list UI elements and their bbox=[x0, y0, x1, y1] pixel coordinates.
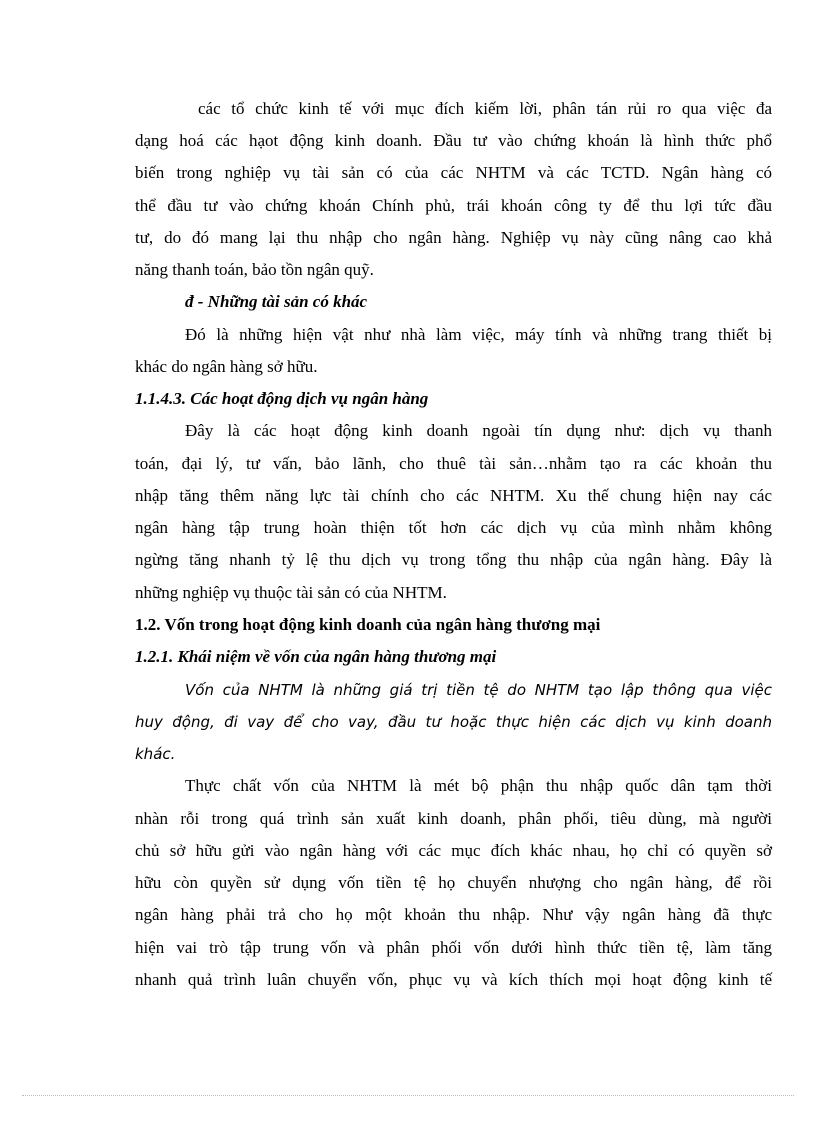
definition-line: huy động, đi vay để cho vay, đầu tư hoặc thực hiện các dịch vụ kinh doanh bbox=[135, 713, 772, 731]
paragraph-line: ngân hàng phải trả cho họ một khoản thu nhập. Như vậy ngân hàng đã thực bbox=[135, 905, 772, 924]
paragraph-line: tư, do đó mang lại thu nhập cho ngân hàng. Nghiệp vụ này cũng nâng cao khả bbox=[135, 228, 772, 247]
paragraph-line: ngân hàng tập trung hoàn thiện tốt hơn các dịch vụ của mình nhằm không bbox=[135, 518, 772, 537]
paragraph-line: thể đầu tư vào chứng khoán Chính phủ, trái khoán công ty để thu lợi tức đầu bbox=[135, 196, 772, 215]
section-heading-d: đ - Những tài sản có khác bbox=[185, 292, 368, 311]
paragraph-line: nhàn rỗi trong quá trình sản xuất kinh doanh, phân phối, tiêu dùng, mà người bbox=[135, 809, 772, 828]
section-heading-1-2-1: 1.2.1. Khái niệm về vốn của ngân hàng thương mại bbox=[135, 647, 497, 666]
paragraph-line: chủ sở hữu gửi vào ngân hàng với các mục đích khác nhau, họ chỉ có quyền sở bbox=[135, 841, 772, 860]
definition-line: Vốn của NHTM là những giá trị tiền tệ do NHTM tạo lập thông qua việc bbox=[185, 681, 772, 699]
section-heading-1-2: 1.2. Vốn trong hoạt động kinh doanh của ngân hàng thương mại bbox=[135, 615, 601, 634]
paragraph-line: những nghiệp vụ thuộc tài sản có của NHTM. bbox=[135, 583, 447, 602]
paragraph-line: biến trong nghiệp vụ tài sản có của các NHTM và các TCTD. Ngân hàng có bbox=[135, 163, 772, 182]
paragraph-line: ngừng tăng nhanh tỷ lệ thu dịch vụ trong tổng thu nhập của ngân hàng. Đây là bbox=[135, 550, 772, 569]
paragraph-line: nhanh quả trình luân chuyển vốn, phục vụ và kích thích mọi hoạt động kinh tế bbox=[135, 970, 772, 989]
paragraph-line: toán, đại lý, tư vấn, bảo lãnh, cho thuê tài sản…nhằm tạo ra các khoản thu bbox=[135, 454, 772, 473]
paragraph-line: hữu còn quyền sử dụng vốn tiền tệ họ chuyển nhượng cho ngân hàng, để rồi bbox=[135, 873, 772, 892]
paragraph-line: năng thanh toán, bảo tồn ngân quỹ. bbox=[135, 260, 374, 279]
paragraph-line: Thực chất vốn của NHTM là mét bộ phận thu nhập quốc dân tạm thời bbox=[185, 776, 772, 795]
footer-divider bbox=[22, 1095, 794, 1096]
paragraph-line: khác do ngân hàng sở hữu. bbox=[135, 357, 318, 376]
paragraph-line: hiện vai trò tập trung vốn và phân phối vốn dưới hình thức tiền tệ, làm tăng bbox=[135, 938, 772, 957]
definition-line: khác. bbox=[135, 745, 176, 763]
paragraph-line: nhập tăng thêm năng lực tài chính cho các NHTM. Xu thế chung hiện nay các bbox=[135, 486, 772, 505]
paragraph-line: dạng hoá các hạot động kinh doanh. Đầu tư vào chứng khoán là hình thức phổ bbox=[135, 131, 772, 150]
section-heading-1-1-4-3: 1.1.4.3. Các hoạt động dịch vụ ngân hàng bbox=[135, 389, 429, 408]
paragraph-line: Đây là các hoạt động kinh doanh ngoài tín dụng như: dịch vụ thanh bbox=[185, 421, 772, 440]
paragraph-line: các tổ chức kinh tế với mục đích kiếm lời, phân tán rủi ro qua việc đa bbox=[198, 99, 772, 118]
paragraph-line: Đó là những hiện vật như nhà làm việc, máy tính và những trang thiết bị bbox=[185, 325, 772, 344]
